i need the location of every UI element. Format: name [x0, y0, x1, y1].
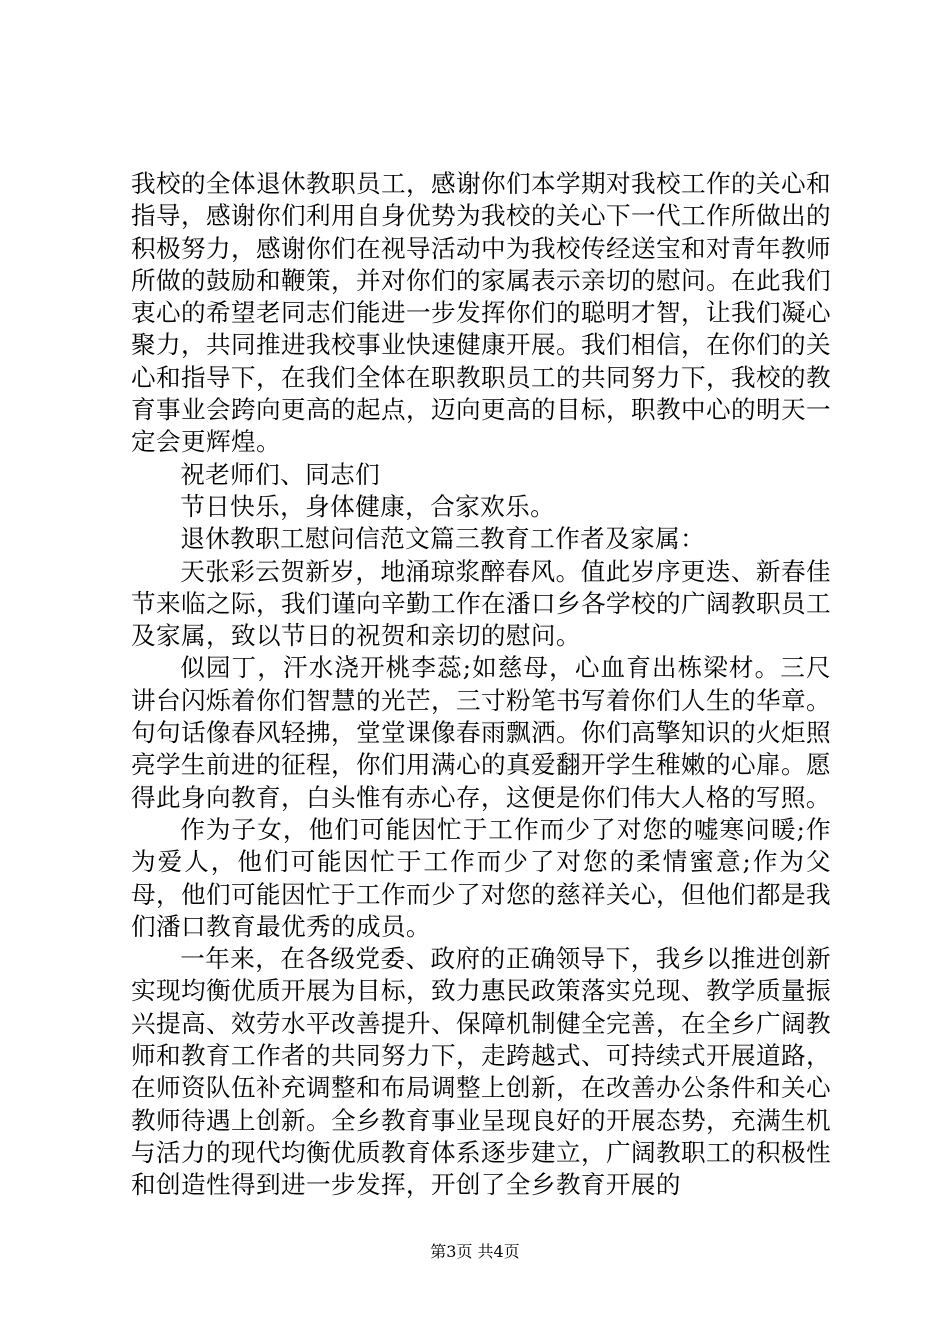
paragraph-4: 退休教职工慰问信范文篇三教育工作者及家属： [180, 524, 706, 554]
paragraph-7: 作为子女，他们可能因忙于工作而少了对您的嘘寒问暖;作为爱人，他们可能因忙于工作而少了对您的柔情蜜意;作为父母，他们可能因忙于工作而少了对您的慈祥关心，但他们都是我们潘口教育最优秀的成员。 [131, 814, 831, 941]
paragraph-5: 天张彩云贺新岁，地涌琼浆醉春风。值此岁序更迭、新春佳节来临之际，我们谨向辛勤工作在潘口乡各学校的广阔教职员工及家属，致以节日的祝贺和亲切的慰问。 [131, 556, 831, 651]
paragraph-2: 祝老师们、同志们 [180, 459, 381, 489]
paragraph-6: 似园丁，汗水浇开桃李蕊;如慈母，心血育出栋梁材。三尺讲台闪烁着你们智慧的光芒，三寸粉笔书写着你们人生的华章。句句话像春风轻拂，堂堂课像春雨飘洒。你们高擎知识的火炬照亮学生前进的征程，你们用满心的真爱翻开学生稚嫩的心扉。愿得此身向教育，白头惟有赤心存，这便是你们伟大人格的写照。 [131, 653, 831, 812]
document-body [131, 168, 831, 1202]
page-number: 第3页 共4页 [430, 1242, 520, 1261]
paragraph-1: 我校的全体退休教职员工，感谢你们本学期对我校工作的关心和指导，感谢你们利用自身优势为我校的关心下一代工作所做出的积极努力，感谢你们在视导活动中为我校传经送宝和对青年教师所做的鼓励和鞭策，并对你们的家属表示亲切的慰问。在此我们衷心的希望老同志们能进一步发挥你们的聪明才智，让我们凝心聚力，共同推进我校事业快速健康开展。我们相信，在你们的关心和指导下，在我们全体在职教职员工的共同努力下，我校的教育事业会跨向更高的起点，迈向更高的目标，职教中心的明天一定会更辉煌。 [131, 169, 831, 457]
paragraph-3: 节日快乐，身体健康，合家欢乐。 [180, 491, 556, 521]
paragraph-8: 一年来，在各级党委、政府的正确领导下，我乡以推进创新实现均衡优质开展为目标，致力惠民政策落实兑现、教学质量振兴提高、效劳水平改善提升、保障机制健全完善，在全乡广阔教师和教育工作者的共同努力下，走跨越式、可持续式开展道路，在师资队伍补充调整和布局调整上创新，在改善办公条件和关心教师待遇上创新。全乡教育事业呈现良好的开展态势，充满生机与活力的现代均衡优质教育体系逐步建立，广阔教职工的积极性和创造性得到进一步发挥，开创了全乡教育开展的 [131, 944, 831, 1200]
